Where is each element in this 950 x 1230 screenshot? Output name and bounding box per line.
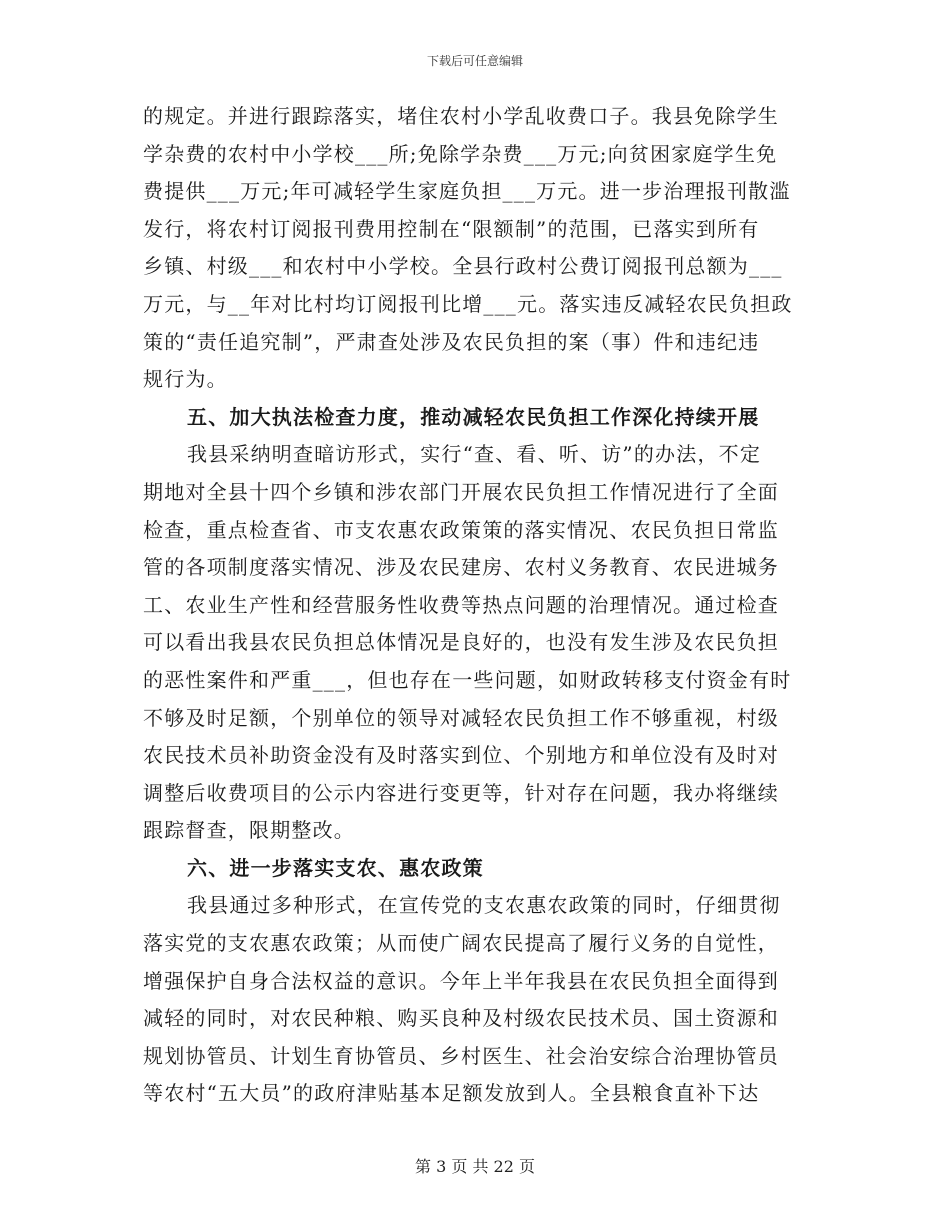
text-line: 的规定。并进行跟踪落实，堵住农村小学乱收费口子。我县免除学生 xyxy=(143,104,779,128)
document-body xyxy=(143,98,807,1113)
text-line: 乡镇、村级___和农村中小学校。全县行政村公费订阅报刊总额为___ xyxy=(143,254,783,279)
page-header: 下载后可任意编辑 xyxy=(426,54,523,68)
text-line: 我县采纳明查暗访形式，实行“查、看、听、访”的办法，不定 xyxy=(187,442,762,467)
section-heading-6: 六、进一步落实支农、惠农政策 xyxy=(187,855,484,880)
text-line: 工、农业生产性和经营服务性收费等热点问题的治理情况。通过检查 xyxy=(143,592,779,617)
text-line: 可以看出我县农民负担总体情况是良好的，也没有发生涉及农民负担 xyxy=(143,630,779,655)
text-line: 不够及时足额，个别单位的领导对减轻农民负担工作不够重视，村级 xyxy=(143,705,779,730)
text-line: 发行，将农村订阅报刊费用控制在“限额制”的范围，已落实到所有 xyxy=(143,216,760,241)
text-line: 减轻的同时，对农民种粮、购买良种及村级农民技术员、国土资源和 xyxy=(143,1006,779,1031)
section-heading-5: 五、加大执法检查力度，推动减轻农民负担工作深化持续开展 xyxy=(187,404,760,429)
page-footer: 第 3 页 共 22 页 xyxy=(415,1157,535,1176)
text-line: 管的各项制度落实情况、涉及农民建房、农村义务教育、农民进城务 xyxy=(143,555,779,580)
text-line: 检查，重点检查省、市支农惠农政策策的落实情况、农民负担日常监 xyxy=(143,517,779,542)
text-line: 我县通过多种形式，在宣传党的支农惠农政策的同时，仔细贯彻 xyxy=(187,893,781,918)
text-line: 万元，与__年对比村均订阅报刊比增___元。落实违反减轻农民负担政 xyxy=(143,291,793,316)
text-line: 费提供___万元;年可减轻学生家庭负担___万元。进一步治理报刊散滥 xyxy=(143,179,791,204)
text-line: 调整后收费项目的公示内容进行变更等，针对存在问题，我办将继续 xyxy=(143,780,779,805)
text-line: 规划协管员、计划生育协管员、乡村医生、社会治安综合治理协管员 xyxy=(143,1043,779,1068)
text-line: 期地对全县十四个乡镇和涉农部门开展农民负担工作情况进行了全面 xyxy=(143,479,779,504)
text-line: 跟踪督查，限期整改。 xyxy=(143,818,355,843)
text-line: 等农村“五大员”的政府津贴基本足额发放到人。全县粮食直补下达 xyxy=(143,1081,760,1106)
text-line: 的恶性案件和严重___，但也存在一些问题，如财政转移支付资金有时 xyxy=(143,667,792,692)
text-line: 农民技术员补助资金没有及时落实到位、个别地方和单位没有及时对 xyxy=(143,743,779,768)
text-line: 策的“责任追究制”，严肃查处涉及农民负担的案（事）件和违纪违 xyxy=(143,329,760,354)
text-line: 规行为。 xyxy=(143,367,228,392)
text-line: 增强保护自身合法权益的意识。今年上半年我县在农民负担全面得到 xyxy=(143,968,779,993)
text-line: 落实党的支农惠农政策；从而使广阔农民提高了履行义务的自觉性， xyxy=(143,931,779,956)
text-line: 学杂费的农村中小学校___所;免除学杂费___万元;向贫困家庭学生免 xyxy=(143,141,778,166)
